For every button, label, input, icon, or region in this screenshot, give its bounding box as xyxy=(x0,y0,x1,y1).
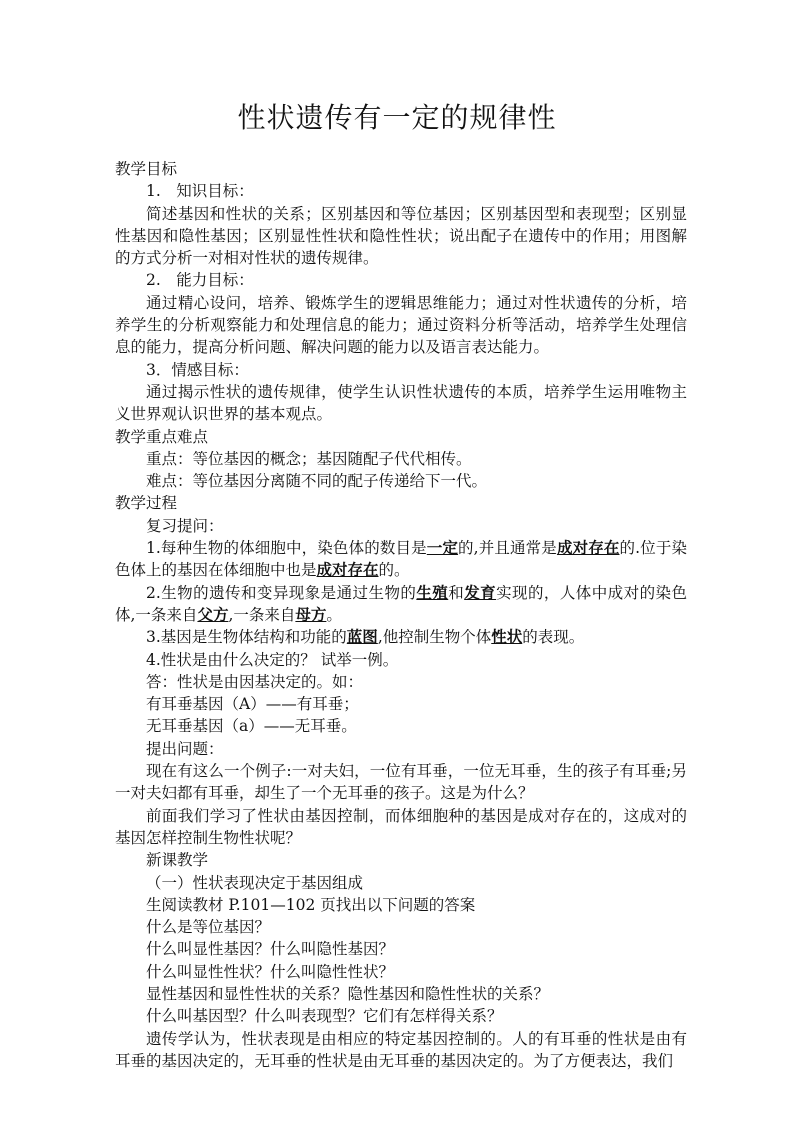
answer-blank: 父方 xyxy=(197,604,229,624)
text-run: 2.生物的遗传和变异现象是通过生物的 xyxy=(146,583,417,602)
answer-blank: 成对存在 xyxy=(556,538,620,558)
text-run: 的.位于染色体上的基因在体细胞中也是 xyxy=(115,539,687,580)
answer-blank: 生殖 xyxy=(416,582,449,602)
question-item: 什么叫基因型？什么叫表现型？它们有怎样得关系？ xyxy=(146,1007,503,1026)
reading-instruction: 生阅读教材 P.101—102 页找出以下问题的答案 xyxy=(146,895,476,914)
review-heading: 复习提问： xyxy=(146,516,224,535)
review-question-2 xyxy=(115,582,687,627)
text-run: 和 xyxy=(448,583,465,602)
text-run: 实现的，人体中成对的染色体,一条来自 xyxy=(115,583,687,624)
question-item: 显性基因和显性性状的关系？隐性基因和隐性性状的关系？ xyxy=(146,984,550,1003)
answer-line: 答：性状是由因基决定的。如： xyxy=(146,672,364,691)
review-question-3 xyxy=(115,626,687,648)
subheading-emotion: 3．情感目标： xyxy=(146,360,249,379)
example-recessive: 无耳垂基因（a）——无耳垂。 xyxy=(146,717,357,736)
paragraph-knowledge: 简述基因和性状的关系；区别基因和等位基因；区别基因型和表现型；区别显性基因和隐性基因；区别显性性状和隐性性状；说出配子在遗传中的作用；用图解的方式分析一对相对性状的遗传规律。 xyxy=(115,204,687,268)
paragraph-ability: 通过精心设问，培养、锻炼学生的逻辑思维能力；通过对性状遗传的分析，培养学生的分析观察能力和处理信息的能力；通过资料分析等活动，培养学生处理信息的能力，提高分析问题、解决问题的能力以及语言表达能力。 xyxy=(115,293,687,357)
answer-blank: 蓝图 xyxy=(346,627,378,647)
subsection-heading-1: （一）性状表现决定于基因组成 xyxy=(146,873,364,892)
text-run: 的表现。 xyxy=(522,628,585,647)
answer-blank: 性状 xyxy=(491,627,523,647)
text-run: 的。 xyxy=(378,561,410,580)
text-run: 。 xyxy=(326,605,342,624)
paragraph-genetics: 遗传学认为，性状表现是由相应的特定基因控制的。人的有耳垂的性状是由有耳垂的基因决定的，无耳垂的性状是由无耳垂的基因决定的。为了方便表达，我们 xyxy=(115,1029,687,1070)
text-run: ,他控制生物个体 xyxy=(377,628,492,647)
new-lesson-heading: 新课教学 xyxy=(146,851,209,870)
answer-blank: 一定 xyxy=(426,538,459,558)
answer-blank: 成对存在 xyxy=(316,560,379,580)
document-body xyxy=(115,158,687,1072)
key-point-line: 重点：等位基因的概念；基因随配子代代相传。 xyxy=(146,449,472,468)
section-heading-process: 教学过程 xyxy=(115,494,178,513)
question-item: 什么叫显性基因？什么叫隐性基因？ xyxy=(146,940,395,959)
review-question-1 xyxy=(115,537,687,582)
subheading-ability: 2. 能力目标： xyxy=(146,271,254,290)
question-item: 什么是等位基因？ xyxy=(146,918,271,937)
paragraph-example: 现在有这么一个例子:一对夫妇，一位有耳垂，一位无耳垂，生的孩子有耳垂;另一对夫妇都有耳垂，却生了一个无耳垂的孩子。这是为什么？ xyxy=(115,762,687,803)
text-run: 的,并且通常是 xyxy=(458,539,557,558)
question-heading: 提出问题： xyxy=(146,739,224,758)
section-heading-objectives: 教学目标 xyxy=(115,160,178,178)
text-run: 3.基因是生物体结构和功能的 xyxy=(146,628,347,647)
answer-blank: 母方 xyxy=(295,604,327,624)
text-run: 1.每种生物的体细胞中，染色体的数目是 xyxy=(146,539,427,558)
text-run: ,一条来自 xyxy=(228,605,296,624)
subheading-knowledge: 1. 知识目标： xyxy=(146,182,254,201)
review-question-4: 4.性状是由什么决定的？ 试举一例。 xyxy=(146,650,399,669)
question-item: 什么叫显性性状？什么叫隐性性状？ xyxy=(146,962,395,981)
example-dominant: 有耳垂基因（A）——有耳垂； xyxy=(146,695,359,714)
paragraph-emotion: 通过揭示性状的遗传规律，使学生认识性状遗传的本质，培养学生运用唯物主义世界观认识世界的基本观点。 xyxy=(115,382,687,424)
paragraph-transition: 前面我们学习了性状由基因控制，而体细胞种的基因是成对存在的，这成对的基因怎样控制生物性状呢？ xyxy=(115,806,687,847)
difficulty-line: 难点：等位基因分离随不同的配子传递给下一代。 xyxy=(146,472,488,491)
page-title: 性状遗传有一定的规律性 xyxy=(237,101,557,134)
answer-blank: 发育 xyxy=(464,582,497,602)
section-heading-key-points: 教学重点难点 xyxy=(115,427,209,446)
